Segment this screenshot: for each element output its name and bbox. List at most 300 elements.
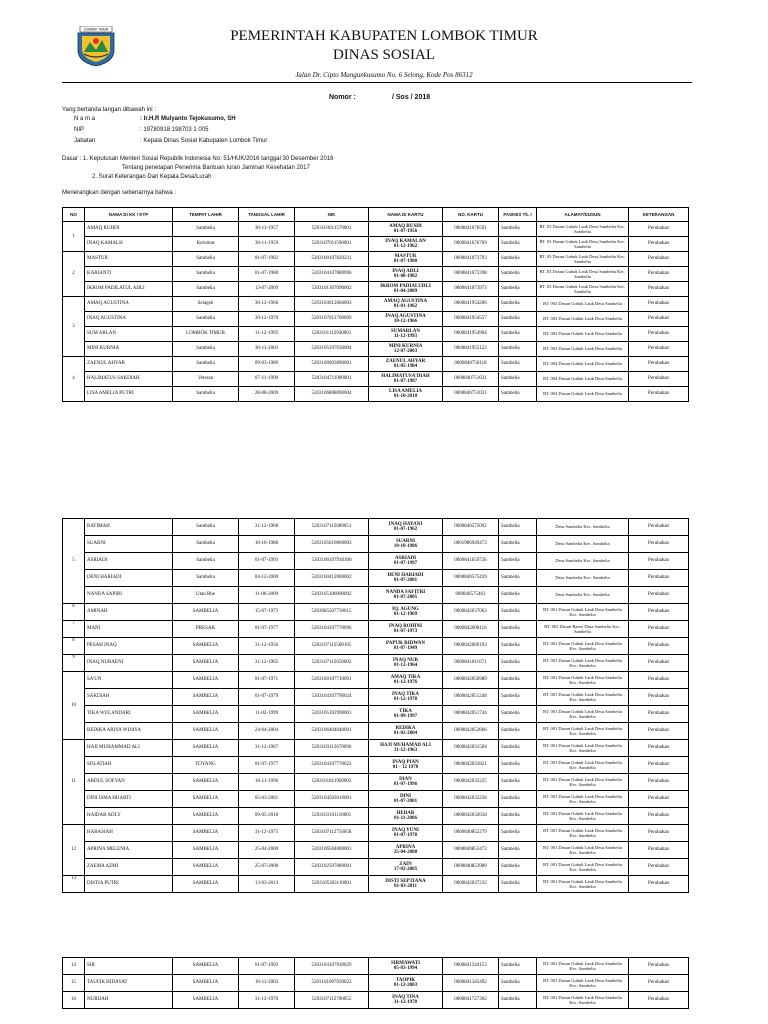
card-number-cell: 0000840751031: [443, 387, 499, 402]
health-facility-cell: Sambelia: [499, 297, 537, 312]
table-row: [63, 604, 689, 621]
card-number-cell: 0000841954557: [443, 312, 499, 327]
birthdate-cell: 01-07-1982: [239, 252, 295, 267]
card-number-cell: 0000841345492: [443, 975, 499, 992]
card-birthdate: 12-07-2003: [393, 349, 418, 354]
birthdate-cell: 10-11-2003: [239, 975, 295, 992]
card-number-cell: 0000842032618: [443, 808, 499, 825]
table-row: [63, 975, 689, 992]
table-row: [63, 689, 689, 706]
remarks-cell: Perubahan: [629, 372, 689, 387]
remarks-cell: Perubahan: [629, 387, 689, 402]
card-name-cell: [369, 297, 443, 312]
birthdate-cell: 01-07-1993: [239, 958, 295, 975]
birthplace-cell: SAMBELIA: [173, 825, 239, 842]
card-name-cell: [369, 859, 443, 876]
table-row: [63, 312, 689, 327]
card-birthdate: 01-12-1962: [393, 244, 418, 249]
nik-cell: 5203104711900001: [295, 372, 369, 387]
family-number-cell: 10: [63, 672, 85, 740]
name-cell: DENI HARIADI: [85, 570, 173, 587]
card-name: ZAENUL AHYAR: [385, 358, 426, 364]
remarks-cell: Perubahan: [629, 825, 689, 842]
nik-cell: 5203100412000002: [295, 570, 369, 587]
card-name-cell: [369, 536, 443, 553]
nik-cell: 5203104503010001: [295, 791, 369, 808]
nik-cell: 5203101307090002: [295, 282, 369, 297]
birthdate-cell: 31-12-1967: [239, 740, 295, 757]
card-number-cell: 0001986949473: [443, 536, 499, 553]
remarks-cell: Perubahan: [629, 519, 689, 536]
card-birthdate: 01-12-1978: [393, 697, 418, 702]
card-name: TIKA: [399, 708, 412, 714]
table-row: [63, 252, 689, 267]
card-name-cell: [369, 808, 443, 825]
legal-basis-line-3: 2. Surat Keterangan Dari Kepala Desa/Lurah: [92, 174, 212, 180]
health-facility-cell: Sambelia: [499, 740, 537, 757]
birthdate-cell: 30-12-1970: [239, 312, 295, 327]
organization-title: PEMERINTAH KABUPATEN LOMBOK TIMUR: [230, 28, 538, 44]
remarks-cell: Perubahan: [629, 587, 689, 604]
birthdate-cell: 13-03-2013: [239, 876, 295, 893]
birthplace-cell: Sambelia: [173, 553, 239, 570]
card-number-cell: 0000840575439: [443, 570, 499, 587]
office-address: Jalan Dr. Cipto Mangunkusumo No. 6 Selong, Kode Pos 86312: [295, 71, 473, 79]
table-row: [63, 553, 689, 570]
birthdate-cell: 30-12-1966: [239, 297, 295, 312]
card-birthdate: 01 - 12 1970: [392, 765, 419, 770]
birthdate-cell: 01-07-1988: [239, 267, 295, 282]
birthdate-cell: 05-03-2001: [239, 791, 295, 808]
table-row: [63, 825, 689, 842]
card-name: DENI HARIADI: [387, 572, 424, 578]
health-facility-cell: Sambelia: [499, 587, 537, 604]
health-facility-cell: Sambelia: [499, 312, 537, 327]
health-facility-cell: Sambelia: [499, 723, 537, 740]
card-birthdate: 01-10-2010: [393, 394, 418, 399]
remarks-cell: Perubahan: [629, 958, 689, 975]
remarks-cell: Perubahan: [629, 604, 689, 621]
name-cell: DINI ISMA HIJARTI: [85, 791, 173, 808]
card-number-cell: 0000842031584: [443, 740, 499, 757]
address-cell: Desa Sambelia Kec. Sambelia: [537, 519, 629, 536]
birthdate-cell: 31-12-1950: [239, 638, 295, 655]
address-cell: RT. 03 Dusun Gubuk Lauk Desa Sambelia Kec. Sambelia: [537, 237, 629, 252]
nik-cell: 5203105106090002: [295, 587, 369, 604]
health-facility-cell: Sambelia: [499, 655, 537, 672]
birthplace-cell: Sambelia: [173, 342, 239, 357]
card-number-cell: 0000842032225: [443, 774, 499, 791]
birthplace-cell: SAMBELIA: [173, 842, 239, 859]
table-row: [63, 859, 689, 876]
address-cell: RT. 001 Dusun Gubuk Lauk Desa Sambelia Kec. Sambelia: [537, 876, 629, 893]
card-birthdate: 31-12-1970: [393, 1000, 418, 1005]
name-cell: KARIANTI: [85, 267, 173, 282]
birthplace-cell: Sambelia: [173, 357, 239, 372]
nik-cell: 5203103101110001: [295, 808, 369, 825]
address-cell: RT. 001 Dusun Gubuk Lauk Desa Sambelia Kec. Sambelia: [537, 975, 629, 992]
family-number-cell: 8: [63, 638, 85, 655]
card-name-cell: [369, 222, 443, 237]
card-name: TAOPIK: [395, 977, 416, 983]
remarks-cell: Perubahan: [629, 672, 689, 689]
remarks-cell: Perubahan: [629, 357, 689, 372]
remarks-cell: Perubahan: [629, 723, 689, 740]
health-facility-cell: Sambelia: [499, 327, 537, 342]
card-number-cell: 000840575463: [443, 587, 499, 604]
name-cell: SAKDIAH: [85, 689, 173, 706]
card-birthdate: 01-07-2005: [393, 595, 418, 600]
card-birthdate: 01-09-1997: [393, 714, 418, 719]
table-row: [63, 638, 689, 655]
nik-cell: 5203104107880096: [295, 267, 369, 282]
card-number-cell: 0000842037232: [443, 876, 499, 893]
card-name-cell: [369, 553, 443, 570]
card-number-cell: 0000841073973: [443, 282, 499, 297]
birthdate-cell: 31-12-1970: [239, 992, 295, 1009]
address-cell: RT. 002 Dusun Bareo Desa Sambelia Kec. Sambelia: [537, 621, 629, 638]
card-name: INAQ TINA: [392, 994, 419, 1000]
card-name: DISTI SEPTIANA: [385, 878, 426, 884]
family-number-cell: 2: [63, 252, 85, 297]
health-facility-cell: Sambelia: [499, 604, 537, 621]
birthplace-cell: Sambelia: [173, 570, 239, 587]
name-cell: ABDUL SOFYAN: [85, 774, 173, 791]
family-number-cell: 13: [63, 876, 85, 893]
card-name: INAQ AGUSTINA: [385, 313, 426, 319]
card-name-cell: [369, 570, 443, 587]
card-number-cell: 0000842052666: [443, 723, 499, 740]
family-number-cell: 7: [63, 621, 85, 638]
card-name-cell: [369, 312, 443, 327]
card-name-cell: [369, 975, 443, 992]
name-cell: INAQ NURAENI: [85, 655, 173, 672]
health-facility-cell: Sambelia: [499, 237, 537, 252]
birthdate-cell: 11-06-2009: [239, 587, 295, 604]
card-name-cell: [369, 992, 443, 1009]
nik-cell: 5203106808090004: [295, 387, 369, 402]
health-facility-cell: Sambelia: [499, 282, 537, 297]
remarks-cell: Perubahan: [629, 859, 689, 876]
column-header: NO. KARTU: [443, 208, 499, 222]
address-cell: RT. 001 Dusun Gubuk Lauk Desa Sambelia Kec. Sambelia: [537, 604, 629, 621]
remarks-cell: Perubahan: [629, 655, 689, 672]
card-birthdate: 01-07-1949: [393, 646, 418, 651]
remarks-cell: Perubahan: [629, 740, 689, 757]
health-facility-cell: Sambelia: [499, 387, 537, 402]
card-number-cell: 0000841344153: [443, 958, 499, 975]
card-name: NANDA SAFITRI: [385, 589, 426, 595]
name-cell: LISA AMELIA PUTRI: [85, 387, 173, 402]
nik-cell: 5203103112670096: [295, 740, 369, 757]
card-name-cell: [369, 267, 443, 282]
birthdate-cell: 30-11-2003: [239, 342, 295, 357]
family-number-cell: 9: [63, 655, 85, 672]
name-cell: APRINA MELENIA: [85, 842, 173, 859]
card-name: AMAQ AGUSTINA: [383, 298, 428, 304]
birthplace-cell: SAMBELIA: [173, 723, 239, 740]
card-number-cell: 0000841659726: [443, 553, 499, 570]
card-birthdate: 25-04-2000: [393, 850, 418, 855]
nik-cell: 5203107112650002: [295, 655, 369, 672]
nik-cell: 5203107112500105: [295, 638, 369, 655]
birthplace-cell: LOMBOK TIMUR: [173, 327, 239, 342]
address-cell: RT. 001 Dusun Gubuk Lauk Desa Sambelia Kec. Sambelia: [537, 638, 629, 655]
card-name: INAQ PIAN: [392, 759, 419, 765]
name-cell: ASRIADI: [85, 553, 173, 570]
nik-cell: 5203102507080001: [295, 859, 369, 876]
legal-basis-line-2: Tentang penetapan Penerima Bantuan Iuran Jaminan Kesehatan 2017: [122, 165, 310, 171]
remarks-cell: Perubahan: [629, 975, 689, 992]
department-title: DINAS SOSIAL: [332, 47, 436, 63]
remarks-cell: Perubahan: [629, 267, 689, 282]
card-name-cell: [369, 842, 443, 859]
name-cell: HALIMATUS SAKDIAH: [85, 372, 173, 387]
birthplace-cell: SAMBELIA: [173, 740, 239, 757]
nik-cell: 5203101811960002: [295, 774, 369, 791]
table-row: [63, 808, 689, 825]
remarks-cell: Perubahan: [629, 237, 689, 252]
birthdate-cell: 24-04-2004: [239, 723, 295, 740]
birthplace-cell: SAMBELIA: [173, 958, 239, 975]
card-birthdate: 01-07-1962: [393, 527, 418, 532]
birthplace-cell: SAMBELIA: [173, 859, 239, 876]
column-header: KETERANGAN: [629, 208, 689, 222]
column-header: NIK: [295, 208, 369, 222]
birthdate-cell: 01-07-1971: [239, 672, 295, 689]
nik-cell: 5203104107930029: [295, 958, 369, 975]
birthplace-cell: SAMBELIA: [173, 774, 239, 791]
card-name: MINI KURNIA: [388, 343, 423, 349]
health-facility-cell: Sambelia: [499, 570, 537, 587]
card-number-cell: 0000841676591: [443, 222, 499, 237]
name-cell: MASTUR: [85, 252, 173, 267]
address-cell: RT. 003 Dusun Gubuk Lauk Desa Sambelia: [537, 342, 629, 357]
birthdate-cell: 01-07-1993: [239, 553, 295, 570]
health-facility-cell: Sambelia: [499, 357, 537, 372]
address-cell: RT. 004 Dusun Gubuk Lauk Desa Sambelia: [537, 387, 629, 402]
health-facility-cell: Sambelia: [499, 958, 537, 975]
nik-cell: 5203100903890001: [295, 357, 369, 372]
card-birthdate: 01-08-1982: [393, 274, 418, 279]
address-cell: RT. 001 Dusun Gubuk Lauk Desa Sambelia Kec. Sambelia: [537, 842, 629, 859]
birthdate-cell: 25-07-2008: [239, 859, 295, 876]
card-name: INAQ HAYANI: [388, 521, 423, 527]
birthdate-cell: 31-12-1968: [239, 519, 295, 536]
card-birthdate: 01-04-2009: [393, 289, 418, 294]
birthplace-cell: Kerumut: [173, 237, 239, 252]
table-row: [63, 706, 689, 723]
card-number-cell: 0000841727362: [443, 992, 499, 1009]
nik-cell: 5203101007030022: [295, 975, 369, 992]
card-name-cell: [369, 740, 443, 757]
nik-cell: 5203105010860003: [295, 536, 369, 553]
table-row: [63, 570, 689, 587]
nik-cell: 5203104107770096: [295, 621, 369, 638]
birthplace-cell: SAMBELIA: [173, 706, 239, 723]
remarks-cell: Perubahan: [629, 638, 689, 655]
nik-cell: 5203107112700055: [295, 992, 369, 1009]
card-birthdate: 01-01-1962: [393, 304, 418, 309]
table-row: [63, 357, 689, 372]
birthplace-cell: SAMBELIA: [173, 791, 239, 808]
signer-position-label: Jabatan: [74, 138, 96, 144]
address-cell: Desa Sambelia Kec. Sambelia: [537, 536, 629, 553]
card-name: INAQ YUNI: [392, 827, 419, 833]
table-row: [63, 672, 689, 689]
card-birthdate: 01-07-1997: [393, 561, 418, 566]
health-facility-cell: Sambelia: [499, 859, 537, 876]
card-name: INAQ KAMALAN: [385, 238, 426, 244]
nik-cell: 5203105303110001: [295, 876, 369, 893]
birthplace-cell: SAMBELIA: [173, 672, 239, 689]
name-cell: AMINAH: [85, 604, 173, 621]
card-name: ASRIADI: [394, 555, 417, 561]
address-cell: RT. 003 Dusun Gubuk Lauk Desa Sambelia: [537, 327, 629, 342]
table-row: [63, 774, 689, 791]
card-number-cell: 0000840751031: [443, 372, 499, 387]
remarks-cell: Perubahan: [629, 252, 689, 267]
card-name: INAQ ROHINI: [388, 623, 423, 629]
address-cell: RT. 001 Dusun Gubuk Lauk Desa Sambelia Kec. Sambelia: [537, 791, 629, 808]
birthplace-cell: Selagek: [173, 297, 239, 312]
table-row: [63, 992, 689, 1009]
birthdate-cell: 09-05-2010: [239, 808, 295, 825]
card-name-cell: [369, 672, 443, 689]
card-number-cell: 0000842008116: [443, 621, 499, 638]
address-cell: RT. 001 Dusun Gubuk Lauk Desa Sambelia Kec. Sambelia: [537, 689, 629, 706]
table-row: [63, 621, 689, 638]
health-facility-cell: Sambelia: [499, 222, 537, 237]
address-cell: RT. 001 Dusun Gubuk Lauk Desa Sambelia Kec. Sambelia: [537, 740, 629, 757]
table-row: [63, 372, 689, 387]
health-facility-cell: Sambelia: [499, 774, 537, 791]
letter-number-value: / Sos / 2018: [392, 94, 431, 101]
card-birthdate: 31-12-1963: [393, 748, 418, 753]
card-birthdate: 01-03-2011: [393, 884, 418, 889]
card-birthdate: 01-12-1976: [393, 680, 418, 685]
birthdate-cell: 31-12-1975: [239, 825, 295, 842]
column-header: ALAMAT/DUSUN: [537, 208, 629, 222]
family-number-cell: 11: [63, 740, 85, 825]
name-cell: DISTIA PUTRI: [85, 876, 173, 893]
birthplace-cell: Sambelia: [173, 312, 239, 327]
card-name: MASTUR: [394, 253, 417, 259]
legal-basis-line-1: Dasar : 1. Keputusan Menteri Sosial Republik Indonesia No: 51/HUK/2016 tanggal 30 Desember 2016: [62, 156, 334, 162]
table-row: [63, 757, 689, 774]
birthplace-cell: Sambelia: [173, 387, 239, 402]
letter-number-label: Nomor :: [329, 94, 356, 101]
column-header: NAMA DI KARTU: [369, 208, 443, 222]
table-header-row: [63, 208, 689, 222]
birthplace-cell: Sambelia: [173, 282, 239, 297]
statement-intro: Menerangkan dengan sebenarnya bahwa :: [62, 190, 177, 196]
name-cell: HAJI MUHAMMAD ALI: [85, 740, 173, 757]
card-name: HEDAR: [396, 810, 415, 816]
remarks-cell: Perubahan: [629, 327, 689, 342]
birthdate-cell: 30-11-1957: [239, 222, 295, 237]
birthplace-cell: SAMBELIA: [173, 638, 239, 655]
health-facility-cell: Sambelia: [499, 706, 537, 723]
family-number-cell: 14: [63, 958, 85, 975]
card-number-cell: 0000841011671: [443, 655, 499, 672]
family-number-cell: 16: [63, 992, 85, 1009]
birthplace-cell: Utan Rhe: [173, 587, 239, 604]
address-cell: RT. 001 Dusun Gubuk Lauk Desa Sambelia Kec. Sambelia: [537, 672, 629, 689]
health-facility-cell: Sambelia: [499, 992, 537, 1009]
card-name: INAQ ADLI: [392, 268, 419, 274]
table-row: [63, 958, 689, 975]
family-number-cell: 3: [63, 297, 85, 357]
card-name: IKROM PADIALUDLI: [380, 283, 431, 289]
beneficiary-table-2: [62, 518, 689, 893]
card-name: APRINA: [395, 844, 416, 850]
name-cell: NURIJAH: [85, 992, 173, 1009]
signer-intro: Yang bertanda tangan dibawah ini :: [62, 107, 156, 113]
card-number-cell: 0000842032258: [443, 791, 499, 808]
address-cell: RT. 03 Dusun Gubuk Lauk Desa Sambelia Kec. Sambelia: [537, 222, 629, 237]
address-cell: Desa Sambelia Kec. Sambelia: [537, 570, 629, 587]
birthdate-cell: 11-02-1999: [239, 706, 295, 723]
table-row: [63, 387, 689, 402]
card-name-cell: [369, 327, 443, 342]
birthdate-cell: 18-11-1996: [239, 774, 295, 791]
card-name: ZAIN: [399, 861, 412, 867]
signer-name-label: N a m a: [74, 116, 96, 122]
card-number-cell: 0000840853989: [443, 859, 499, 876]
birthplace-cell: Sambelia: [173, 519, 239, 536]
column-header: TEMPAT LAHIR: [173, 208, 239, 222]
card-name: HAJI MUHAMAD ALI: [380, 742, 431, 748]
card-birthdate: 11-12-1993: [393, 334, 418, 339]
nik-cell: 5203107012700009: [295, 312, 369, 327]
nik-cell: 5203100107930300: [295, 553, 369, 570]
health-facility-cell: Sambelia: [499, 757, 537, 774]
birthplace-cell: SAMBELIA: [173, 655, 239, 672]
name-cell: AMAQ AGUSTINA: [85, 297, 173, 312]
column-header: NAMA DI KK / KTP: [85, 208, 173, 222]
name-cell: SUM ARLAN: [85, 327, 173, 342]
card-name-cell: [369, 706, 443, 723]
health-facility-cell: Sambelia: [499, 638, 537, 655]
remarks-cell: Perubahan: [629, 621, 689, 638]
name-cell: SUARNI: [85, 536, 173, 553]
remarks-cell: Perubahan: [629, 297, 689, 312]
name-cell: ZAEMA AZMI: [85, 859, 173, 876]
name-cell: NANDA SAPIRI: [85, 587, 173, 604]
address-cell: RT. 001 Dusun Gubuk Lauk Desa Sambelia Kec. Sambelia: [537, 958, 629, 975]
table-row: [63, 237, 689, 252]
name-cell: MINI KURNIA: [85, 342, 173, 357]
health-facility-cell: Sambelia: [499, 876, 537, 893]
remarks-cell: Perubahan: [629, 706, 689, 723]
card-birthdate: 01-07-1978: [393, 833, 418, 838]
name-cell: TAUFIK HIDAYAT: [85, 975, 173, 992]
birthplace-cell: SAMBELIA: [173, 992, 239, 1009]
name-cell: HAIDAR ADLY: [85, 808, 173, 825]
name-cell: SA'UN: [85, 672, 173, 689]
signer-nip-value: : 19780918 198703 1 005: [140, 127, 209, 133]
birthplace-cell: Sambelia: [173, 222, 239, 237]
birthplace-cell: SAMBELIA: [173, 689, 239, 706]
table-row: [63, 876, 689, 893]
nik-cell: 5203105207030004: [295, 342, 369, 357]
birthdate-cell: 15-07-1973: [239, 604, 295, 621]
nik-cell: 5203107011590001: [295, 237, 369, 252]
birthdate-cell: 07-11-1990: [239, 372, 295, 387]
name-cell: RATIMAH: [85, 519, 173, 536]
card-name-cell: [369, 357, 443, 372]
